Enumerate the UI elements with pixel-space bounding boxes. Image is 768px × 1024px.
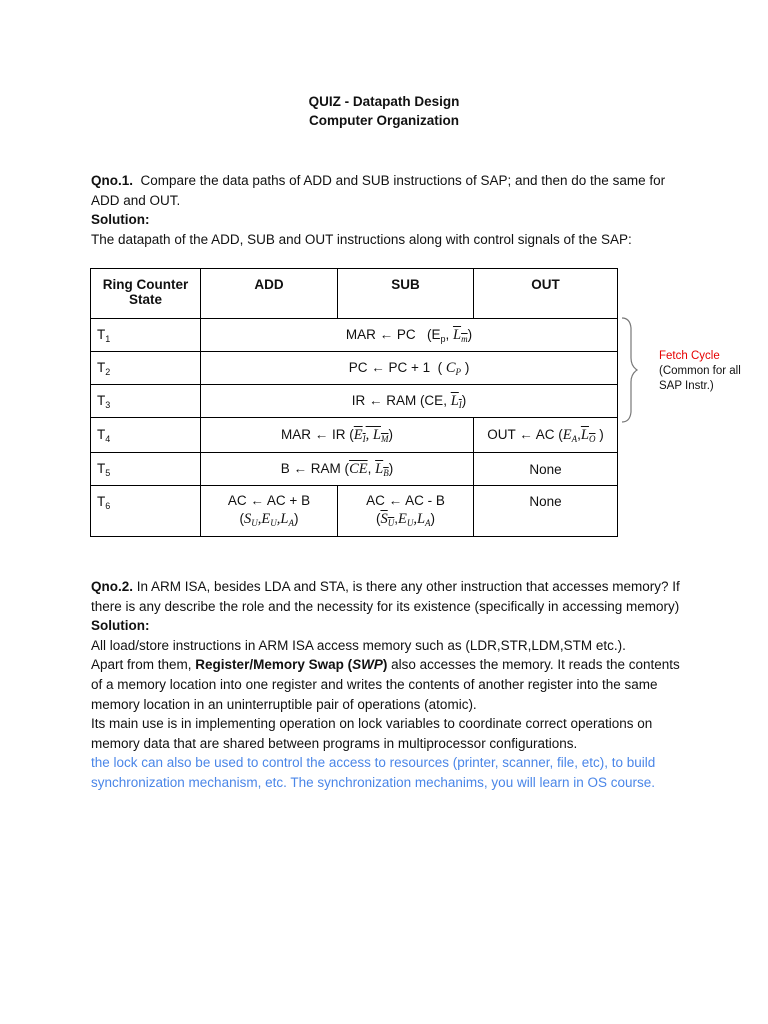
- fetch-cycle-brace-icon: [618, 316, 654, 424]
- question-1: [91, 171, 681, 249]
- header-out: OUT: [474, 269, 618, 319]
- page-subtitle: Computer Organization: [308, 113, 459, 128]
- state-t2: $T_2$: [91, 352, 201, 385]
- t5-add-sub-operation: B ← RAM ($\overline{CE}$, $L_B$): [201, 453, 474, 486]
- fetch-cycle-note: [659, 349, 764, 394]
- question-1-text: Compare the data paths of ADD and SUB instructions of SAP; and then do the same for ADD and OUT.: [91, 173, 666, 208]
- table-row: [91, 385, 618, 418]
- solution-1-text: The datapath of the ADD, SUB and OUT instructions along with control signals of the SAP:: [91, 231, 632, 247]
- t6-add-operation: AC ← AC + B $(S_U,E_U,L_A)$: [201, 486, 338, 537]
- t2-operation: PC ← PC + 1 ( $C_P$ ): [201, 352, 618, 385]
- swp-close: ): [382, 657, 388, 673]
- table-row: [91, 319, 618, 352]
- question-1-label: Qno.1.: [91, 173, 134, 188]
- page-title: QUIZ - Datapath Design: [308, 94, 460, 109]
- header-sub: SUB: [338, 269, 474, 319]
- question-2-text: In ARM ISA, besides LDA and STA, is there any other instruction that accesses memory? If there is any describe the role and the necessity for its existence (specifically in accessing memory): [91, 579, 680, 614]
- swp-mnemonic: SWP: [352, 657, 383, 673]
- solution-2-blue-note: the lock can also be used to control the access to resources (printer, scanner, file, etc), to build synchronization mechanism, etc. The synchronization mechanims, you will learn in OS course.: [91, 755, 656, 790]
- t4-add-sub-operation: MAR ← IR ($E_I$, $L_M$): [201, 418, 474, 453]
- header-ring-counter: Ring Counter State: [91, 269, 201, 319]
- swp-title: Register/Memory Swap (: [195, 657, 353, 673]
- question-2-label: Qno.2.: [91, 579, 134, 594]
- state-t1: $T_1$: [91, 319, 201, 352]
- header-add: ADD: [201, 269, 338, 319]
- solution-2-line2-pre: Apart from them,: [91, 657, 196, 673]
- question-2: [91, 577, 681, 793]
- state-t5: $T_5$: [91, 453, 201, 486]
- t1-operation: MAR ← PC ($E_p$, $L_m$): [201, 319, 618, 352]
- fetch-cycle-line1: (Common for all: [659, 365, 741, 377]
- solution-2-label: Solution:: [91, 618, 150, 634]
- t6-sub-operation: AC ← AC - B $(S_U,E_U,L_A)$: [338, 486, 474, 537]
- t5-out-operation: None: [474, 453, 618, 486]
- table-row: [91, 486, 618, 537]
- t3-operation: IR ← RAM (CE, $L_I$): [201, 385, 618, 418]
- fetch-cycle-line2: SAP Instr.): [659, 380, 714, 392]
- table-row: [91, 418, 618, 453]
- solution-2-line3: Its main use is in implementing operation on lock variables to coordinate correct operations on memory data that are shared between programs in multiprocessor configurations.: [91, 716, 653, 751]
- datapath-table: [90, 268, 618, 537]
- state-t3: $T_3$: [91, 385, 201, 418]
- table-row: [91, 352, 618, 385]
- solution-1-label: Solution:: [91, 212, 150, 228]
- fetch-cycle-label: Fetch Cycle: [659, 350, 720, 362]
- solution-2-line1: All load/store instructions in ARM ISA access memory such as (LDR,STR,LDM,STM etc.).: [91, 637, 626, 653]
- state-t4: $T_4$: [91, 418, 201, 453]
- t4-out-operation: OUT ← AC ($E_A,L_O$ ): [474, 418, 618, 453]
- solution-2-line2-post: also accesses the memory. It reads the contents of a memory location into one register and writes the contents of another register into the same memory location in an uninterruptible pair of operations (atomic).: [91, 657, 680, 712]
- state-t6: $T_6$: [91, 486, 201, 537]
- table-header-row: [91, 269, 618, 319]
- table-row: [91, 453, 618, 486]
- t6-out-operation: None: [474, 486, 618, 537]
